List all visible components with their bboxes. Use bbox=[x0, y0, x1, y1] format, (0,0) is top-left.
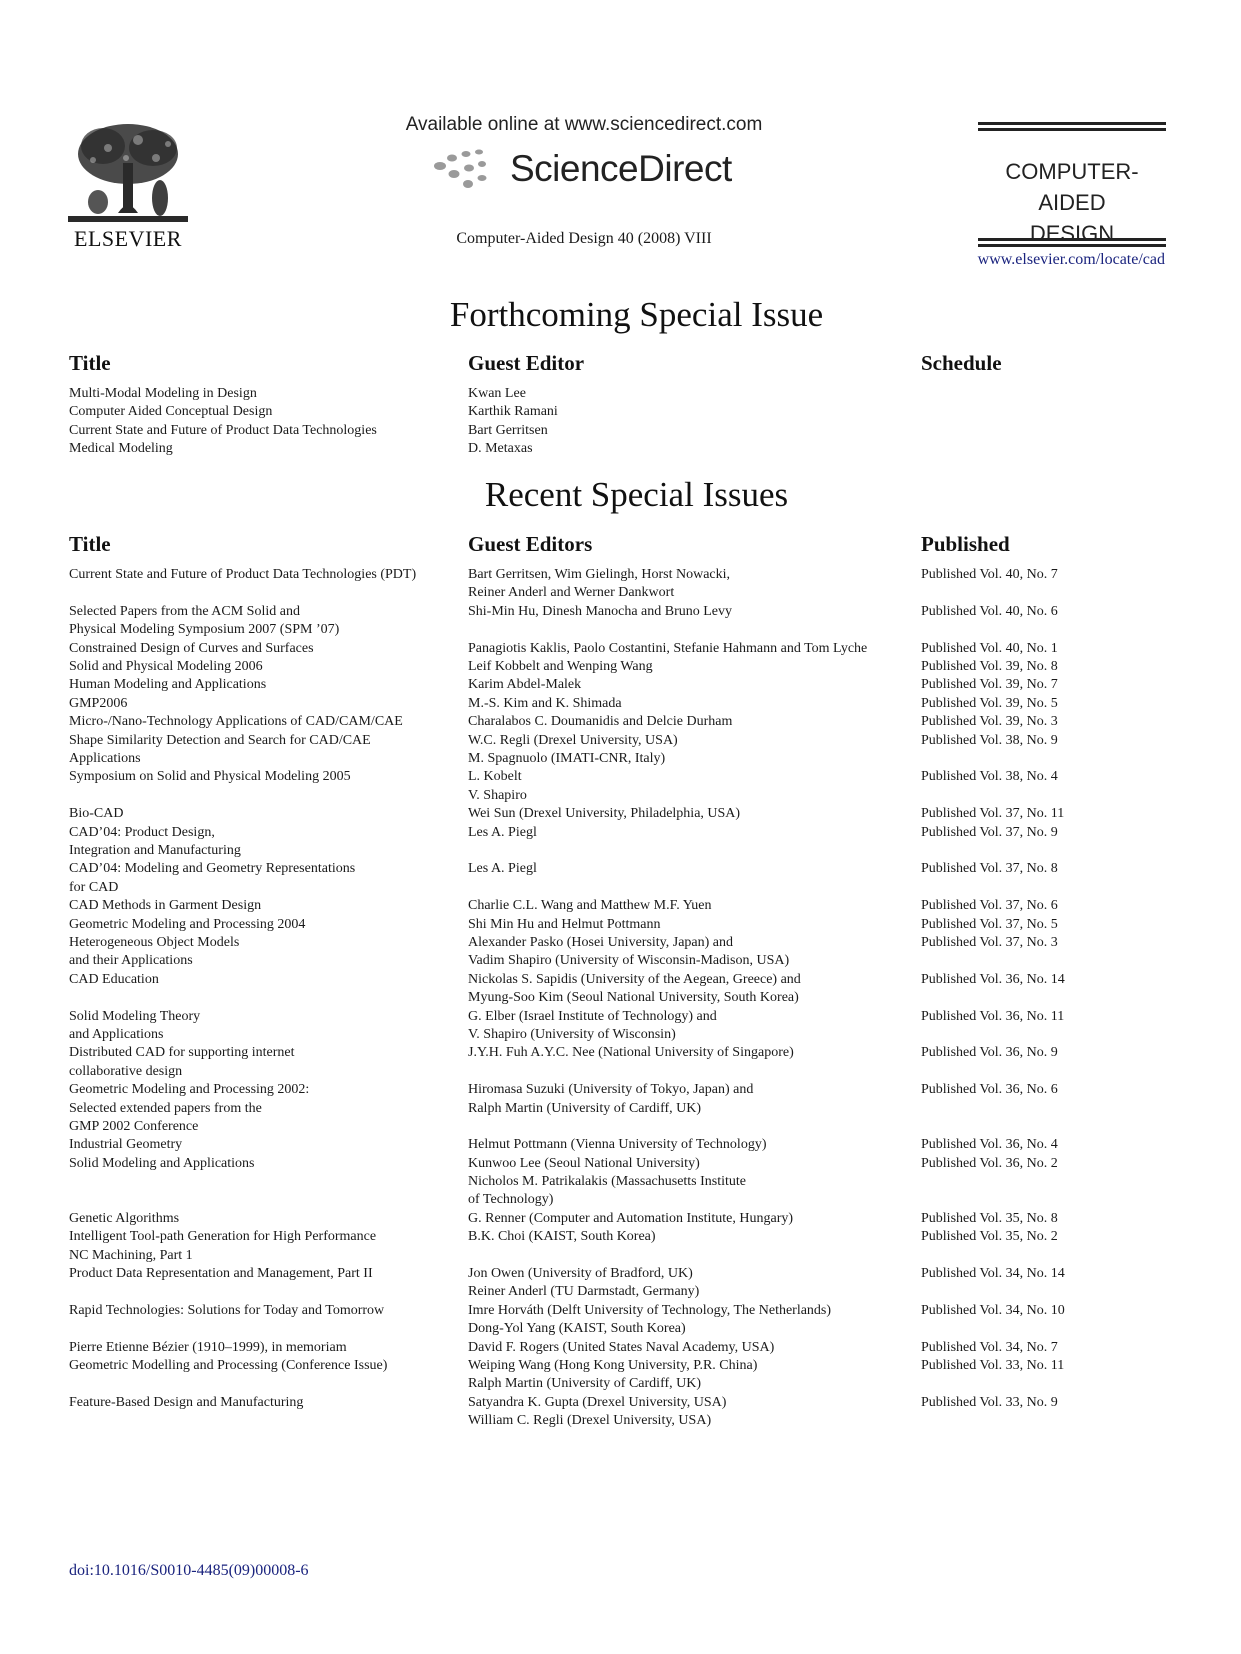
doi-link[interactable]: doi:10.1016/S0010-4485(09)00008-6 bbox=[69, 1562, 309, 1579]
sciencedirect-logo bbox=[432, 144, 732, 196]
guest-editors: Les A. Piegl bbox=[468, 824, 537, 840]
recent-row bbox=[69, 676, 1169, 694]
guest-editors: Weiping Wang (Hong Kong University, P.R. China) Ralph Martin (University of Cardiff, UK) bbox=[468, 1358, 758, 1392]
issue-title: Shape Similarity Detection and Search for CAD/CAE Applications bbox=[69, 732, 371, 766]
recent-row bbox=[69, 768, 1169, 805]
guest-editors: Les A. Piegl bbox=[468, 861, 537, 877]
recent-table bbox=[69, 566, 1169, 1431]
recent-row bbox=[69, 860, 1169, 897]
publication-info: Published Vol. 38, No. 4 bbox=[921, 769, 1058, 785]
publication-info: Published Vol. 33, No. 9 bbox=[921, 1394, 1058, 1410]
recent-row bbox=[69, 566, 1169, 603]
logo-rule-top bbox=[978, 122, 1166, 131]
recent-col-published: Published bbox=[921, 532, 1010, 556]
issue-title: Solid and Physical Modeling 2006 bbox=[69, 658, 263, 674]
publication-info: Published Vol. 36, No. 6 bbox=[921, 1082, 1058, 1098]
guest-editors: Bart Gerritsen, Wim Gielingh, Horst Nowacki, Reiner Anderl and Werner Dankwort bbox=[468, 567, 731, 601]
issue-title: Multi-Modal Modeling in Design bbox=[69, 386, 257, 401]
publication-info: Published Vol. 40, No. 6 bbox=[921, 603, 1058, 619]
recent-row bbox=[69, 1394, 1169, 1431]
guest-editors: Wei Sun (Drexel University, Philadelphia, USA) bbox=[468, 806, 741, 822]
journal-url-link[interactable]: www.elsevier.com/locate/cad bbox=[977, 251, 1165, 268]
issue-title: CAD’04: Product Design, Integration and Manufacturing bbox=[69, 824, 241, 858]
journal-logo bbox=[978, 118, 1166, 252]
publication-info: Published Vol. 39, No. 5 bbox=[921, 695, 1058, 711]
guest-editors: Kwan Lee bbox=[468, 386, 526, 401]
issue-title: Feature-Based Design and Manufacturing bbox=[69, 1394, 304, 1410]
publication-info: Published Vol. 33, No. 11 bbox=[921, 1358, 1065, 1374]
issue-title: Solid Modeling and Applications bbox=[69, 1155, 255, 1171]
recent-row bbox=[69, 695, 1169, 713]
recent-row bbox=[69, 1008, 1169, 1045]
guest-editors: Leif Kobbelt and Wenping Wang bbox=[468, 658, 653, 674]
issue-title: CAD’04: Modeling and Geometry Representations for CAD bbox=[69, 861, 356, 895]
issue-title: Heterogeneous Object Models and their Applications bbox=[69, 934, 240, 969]
recent-row bbox=[69, 916, 1169, 934]
publication-info: Published Vol. 37, No. 9 bbox=[921, 824, 1058, 840]
journal-logo-line1: COMPUTER-AIDED bbox=[1005, 159, 1139, 215]
elsevier-wordmark: ELSEVIER bbox=[74, 226, 182, 251]
recent-row bbox=[69, 1136, 1169, 1154]
recent-row bbox=[69, 1302, 1169, 1339]
guest-editors: Shi-Min Hu, Dinesh Manocha and Bruno Levy bbox=[468, 603, 733, 619]
publication-info: Published Vol. 36, No. 11 bbox=[921, 1008, 1065, 1024]
recent-row bbox=[69, 1228, 1169, 1265]
publication-info: Published Vol. 37, No. 8 bbox=[921, 861, 1058, 877]
publication-info: Published Vol. 37, No. 3 bbox=[921, 934, 1058, 950]
guest-editors: David F. Rogers (United States Naval Academy, USA) bbox=[468, 1339, 775, 1355]
recent-col-title: Title bbox=[69, 532, 111, 556]
guest-editors: Shi Min Hu and Helmut Pottmann bbox=[468, 916, 661, 932]
forthcoming-heading: Forthcoming Special Issue bbox=[449, 295, 824, 334]
guest-editors: Satyandra K. Gupta (Drexel University, USA) William C. Regli (Drexel University, USA) bbox=[468, 1394, 727, 1429]
recent-row bbox=[69, 1081, 1169, 1136]
recent-row bbox=[69, 713, 1169, 731]
issue-title: Geometric Modeling and Processing 2002: Selected extended papers from the GMP 2002 Conference bbox=[69, 1082, 310, 1134]
sciencedirect-dots-icon bbox=[432, 146, 512, 194]
available-online-text: Available online at www.sciencedirect.com bbox=[405, 114, 763, 135]
issue-title: Human Modeling and Applications bbox=[69, 677, 267, 693]
issue-title: Pierre Etienne Bézier (1910–1999), in memoriam bbox=[69, 1339, 347, 1355]
recent-row bbox=[69, 658, 1169, 676]
guest-editors: L. Kobelt V. Shapiro bbox=[468, 769, 527, 803]
recent-row bbox=[69, 897, 1169, 915]
publication-info: Published Vol. 36, No. 9 bbox=[921, 1045, 1058, 1061]
guest-editors: D. Metaxas bbox=[468, 441, 533, 457]
publication-info: Published Vol. 37, No. 6 bbox=[921, 898, 1058, 914]
issue-title: Micro-/Nano-Technology Applications of CAD/CAM/CAE bbox=[69, 714, 403, 730]
issue-title: Intelligent Tool-path Generation for High Performance NC Machining, Part 1 bbox=[69, 1229, 377, 1263]
publication-info: Published Vol. 34, No. 10 bbox=[921, 1302, 1065, 1318]
issue-title: GMP2006 bbox=[69, 695, 128, 711]
guest-editors: Kunwoo Lee (Seoul National University) Nicholos M. Patrikalakis (Massachusetts Institute of Technology) bbox=[468, 1155, 747, 1208]
elsevier-logo bbox=[68, 118, 188, 251]
recent-row bbox=[69, 805, 1169, 823]
journal-logo-line2: DESIGN bbox=[1029, 221, 1115, 246]
guest-editors: G. Renner (Computer and Automation Institute, Hungary) bbox=[468, 1210, 794, 1226]
logo-rule-bottom bbox=[978, 238, 1166, 247]
forthcoming-row bbox=[69, 385, 1169, 403]
guest-editors: Hiromasa Suzuki (University of Tokyo, Japan) and Ralph Martin (University of Cardiff, UK) bbox=[468, 1082, 754, 1116]
issue-title: Geometric Modelling and Processing (Conference Issue) bbox=[69, 1358, 388, 1374]
publication-info: Published Vol. 37, No. 5 bbox=[921, 916, 1058, 932]
issue-title: CAD Education bbox=[69, 971, 159, 987]
issue-title: Computer Aided Conceptual Design bbox=[69, 404, 273, 420]
issue-title: Product Data Representation and Management, Part II bbox=[69, 1266, 373, 1282]
issue-title: Solid Modeling Theory and Applications bbox=[69, 1008, 201, 1042]
guest-editors: Imre Horváth (Delft University of Technology, The Netherlands) Dong-Yol Yang (KAIST, South Korea) bbox=[468, 1302, 832, 1337]
forthcoming-table bbox=[69, 385, 1169, 459]
sciencedirect-wordmark: ScienceDirect bbox=[510, 148, 732, 189]
guest-editors: Helmut Pottmann (Vienna University of Technology) bbox=[468, 1137, 767, 1153]
publication-info: Published Vol. 35, No. 8 bbox=[921, 1210, 1058, 1226]
issue-title: Industrial Geometry bbox=[69, 1137, 183, 1153]
recent-row bbox=[69, 1210, 1169, 1228]
recent-col-editors: Guest Editors bbox=[468, 532, 593, 556]
guest-editors: Bart Gerritsen bbox=[468, 422, 548, 438]
forthcoming-col-editor: Guest Editor bbox=[468, 351, 585, 375]
guest-editors: Jon Owen (University of Bradford, UK) Reiner Anderl (TU Darmstadt, Germany) bbox=[468, 1266, 700, 1300]
recent-row bbox=[69, 971, 1169, 1008]
publication-info: Published Vol. 36, No. 2 bbox=[921, 1155, 1058, 1171]
issue-title: Rapid Technologies: Solutions for Today and Tomorrow bbox=[69, 1302, 385, 1318]
publication-info: Published Vol. 35, No. 2 bbox=[921, 1229, 1058, 1245]
publication-info: Published Vol. 40, No. 1 bbox=[921, 640, 1058, 656]
publication-info: Published Vol. 34, No. 14 bbox=[921, 1266, 1065, 1282]
issue-title: Selected Papers from the ACM Solid and Physical Modeling Symposium 2007 (SPM ’07) bbox=[69, 603, 340, 638]
recent-heading: Recent Special Issues bbox=[484, 475, 789, 514]
recent-row bbox=[69, 640, 1169, 658]
forthcoming-row bbox=[69, 403, 1169, 421]
publication-info: Published Vol. 39, No. 8 bbox=[921, 658, 1058, 674]
guest-editors: Charalabos C. Doumanidis and Delcie Durham bbox=[468, 714, 733, 730]
forthcoming-col-schedule: Schedule bbox=[921, 351, 1002, 375]
guest-editors: Karim Abdel-Malek bbox=[468, 677, 582, 693]
issue-title: Constrained Design of Curves and Surfaces bbox=[69, 640, 314, 656]
issue-title: Geometric Modeling and Processing 2004 bbox=[69, 916, 306, 932]
recent-row bbox=[69, 603, 1169, 640]
recent-row bbox=[69, 934, 1169, 971]
journal-logo-title bbox=[978, 156, 1166, 249]
elsevier-tree-icon bbox=[68, 118, 188, 228]
forthcoming-col-title: Title bbox=[69, 351, 111, 375]
guest-editors: J.Y.H. Fuh A.Y.C. Nee (National University of Singapore) bbox=[468, 1045, 794, 1061]
publication-info: Published Vol. 34, No. 7 bbox=[921, 1339, 1058, 1355]
guest-editors: Nickolas S. Sapidis (University of the Aegean, Greece) and Myung-Soo Kim (Seoul National University, South Korea) bbox=[468, 971, 801, 1006]
guest-editors: Alexander Pasko (Hosei University, Japan) and Vadim Shapiro (University of Wisconsin-Madison, USA) bbox=[468, 934, 790, 969]
recent-row bbox=[69, 824, 1169, 861]
recent-row bbox=[69, 1044, 1169, 1081]
issue-title: Medical Modeling bbox=[69, 441, 173, 457]
guest-editors: Charlie C.L. Wang and Matthew M.F. Yuen bbox=[468, 898, 712, 914]
journal-citation: Computer-Aided Design 40 (2008) VIII bbox=[456, 230, 712, 247]
issue-title: Distributed CAD for supporting internet collaborative design bbox=[69, 1045, 295, 1079]
publication-info: Published Vol. 39, No. 7 bbox=[921, 677, 1058, 693]
guest-editors: M.-S. Kim and K. Shimada bbox=[468, 695, 622, 711]
publication-info: Published Vol. 37, No. 11 bbox=[921, 806, 1065, 822]
recent-row bbox=[69, 1357, 1169, 1394]
recent-row bbox=[69, 1339, 1169, 1357]
forthcoming-row bbox=[69, 422, 1169, 440]
recent-row bbox=[69, 1155, 1169, 1210]
publication-info: Published Vol. 39, No. 3 bbox=[921, 714, 1058, 730]
issue-title: Current State and Future of Product Data Technologies (PDT) bbox=[69, 567, 417, 582]
publication-info: Published Vol. 38, No. 9 bbox=[921, 732, 1058, 748]
guest-editors: W.C. Regli (Drexel University, USA) M. Spagnuolo (IMATI-CNR, Italy) bbox=[468, 732, 678, 766]
guest-editors: B.K. Choi (KAIST, South Korea) bbox=[468, 1229, 656, 1245]
issue-title: Current State and Future of Product Data Technologies bbox=[69, 422, 377, 438]
forthcoming-row bbox=[69, 440, 1169, 458]
recent-row bbox=[69, 1265, 1169, 1302]
issue-title: Symposium on Solid and Physical Modeling 2005 bbox=[69, 769, 351, 785]
issue-title: Genetic Algorithms bbox=[69, 1210, 180, 1226]
publication-info: Published Vol. 36, No. 14 bbox=[921, 971, 1065, 987]
recent-row bbox=[69, 732, 1169, 769]
publication-info: Published Vol. 36, No. 4 bbox=[921, 1137, 1058, 1153]
guest-editors: G. Elber (Israel Institute of Technology) and V. Shapiro (University of Wisconsin) bbox=[468, 1008, 717, 1042]
issue-title: CAD Methods in Garment Design bbox=[69, 898, 262, 914]
guest-editors: Karthik Ramani bbox=[468, 404, 558, 420]
publication-info: Published Vol. 40, No. 7 bbox=[921, 567, 1058, 582]
issue-title: Bio-CAD bbox=[69, 806, 124, 822]
guest-editors: Panagiotis Kaklis, Paolo Costantini, Stefanie Hahmann and Tom Lyche bbox=[468, 640, 868, 656]
